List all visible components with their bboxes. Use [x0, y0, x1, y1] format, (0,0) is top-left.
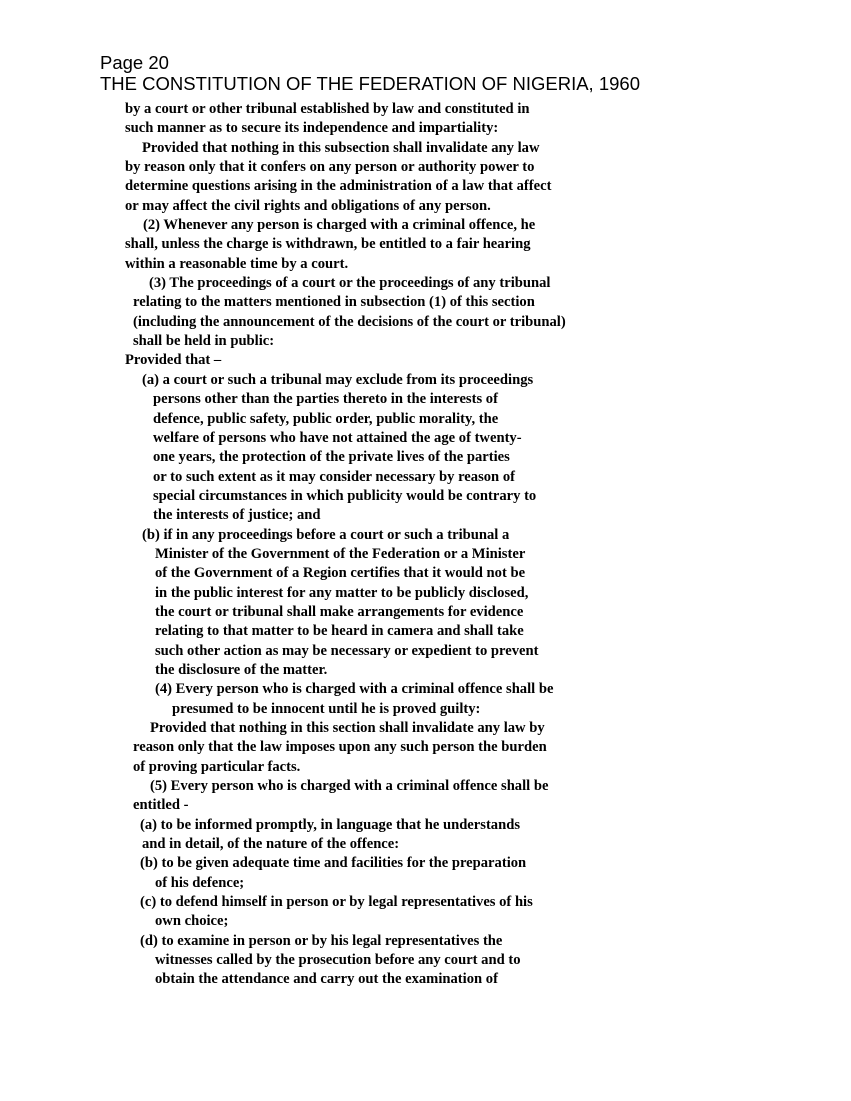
text-line: the disclosure of the matter. — [155, 661, 328, 678]
body-text — [0, 100, 851, 990]
text-line: entitled - — [133, 797, 189, 814]
text-line: reason only that the law imposes upon any such person the burden — [133, 739, 547, 756]
text-line: shall, unless the charge is withdrawn, be entitled to a fair hearing — [125, 236, 531, 253]
text-line: or may affect the civil rights and obligations of any person. — [125, 197, 491, 214]
text-line: the interests of justice; and — [153, 507, 321, 524]
text-line: persons other than the parties thereto in the interests of — [153, 391, 498, 408]
text-line: by reason only that it confers on any person or authority power to — [125, 159, 535, 176]
text-line: (4) Every person who is charged with a criminal offence shall be — [155, 681, 554, 698]
text-line: in the public interest for any matter to be publicly disclosed, — [155, 584, 529, 601]
text-line: (3) The proceedings of a court or the proceedings of any tribunal — [149, 275, 551, 292]
text-line: presumed to be innocent until he is proved guilty: — [172, 700, 481, 717]
text-line: Provided that nothing in this section shall invalidate any law by — [150, 720, 545, 736]
text-line: defence, public safety, public order, public morality, the — [153, 410, 499, 427]
text-line: and in detail, of the nature of the offence: — [142, 836, 400, 853]
text-line: obtain the attendance and carry out the examination of — [155, 971, 498, 988]
text-line: (b) if in any proceedings before a court or such a tribunal a — [142, 526, 510, 543]
text-line: (including the announcement of the decisions of the court or tribunal) — [133, 313, 566, 330]
text-line: (2) Whenever any person is charged with a criminal offence, he — [143, 217, 536, 234]
text-line: or to such extent as it may consider necessary by reason of — [153, 468, 515, 485]
text-line: witnesses called by the prosecution before any court and to — [155, 952, 521, 969]
page-header — [100, 52, 640, 94]
text-line: (d) to examine in person or by his legal representatives the — [140, 932, 503, 949]
text-line: shall be held in public: — [133, 333, 275, 350]
text-line: (b) to be given adequate time and facilities for the preparation — [140, 855, 527, 872]
text-line: Provided that – — [125, 352, 222, 369]
text-line: own choice; — [155, 913, 229, 930]
text-line: (a) to be informed promptly, in language that he understands — [140, 816, 521, 833]
text-line: special circumstances in which publicity would be contrary to — [153, 487, 537, 504]
text-line: Minister of the Government of the Federation or a Minister — [155, 545, 526, 562]
text-line: one years, the protection of the private lives of the parties — [153, 449, 510, 466]
text-line: (c) to defend himself in person or by legal representatives of his — [140, 894, 533, 911]
text-line: welfare of persons who have not attained the age of twenty- — [153, 429, 522, 446]
text-line: (5) Every person who is charged with a criminal offence shall be — [150, 778, 549, 795]
document-title: THE CONSTITUTION OF THE FEDERATION OF NIGERIA, 1960 — [100, 73, 640, 94]
text-line: such manner as to secure its independence and impartiality: — [125, 120, 499, 137]
text-line: within a reasonable time by a court. — [125, 255, 349, 272]
text-line: (a) a court or such a tribunal may exclude from its proceedings — [142, 371, 534, 388]
text-line: Provided that nothing in this subsection shall invalidate any law — [142, 139, 540, 156]
page-number: Page 20 — [100, 52, 169, 73]
text-line: by a court or other tribunal established by law and constituted in — [125, 101, 530, 117]
text-line: of the Government of a Region certifies that it would not be — [155, 565, 526, 582]
text-line: such other action as may be necessary or expedient to prevent — [155, 642, 539, 659]
text-line: relating to that matter to be heard in camera and shall take — [155, 623, 524, 640]
text-line: the court or tribunal shall make arrangements for evidence — [155, 603, 524, 620]
text-line: of proving particular facts. — [133, 758, 301, 775]
text-line: of his defence; — [155, 874, 245, 891]
text-line: relating to the matters mentioned in subsection (1) of this section — [133, 294, 535, 311]
text-line: determine questions arising in the administration of a law that affect — [125, 178, 552, 195]
